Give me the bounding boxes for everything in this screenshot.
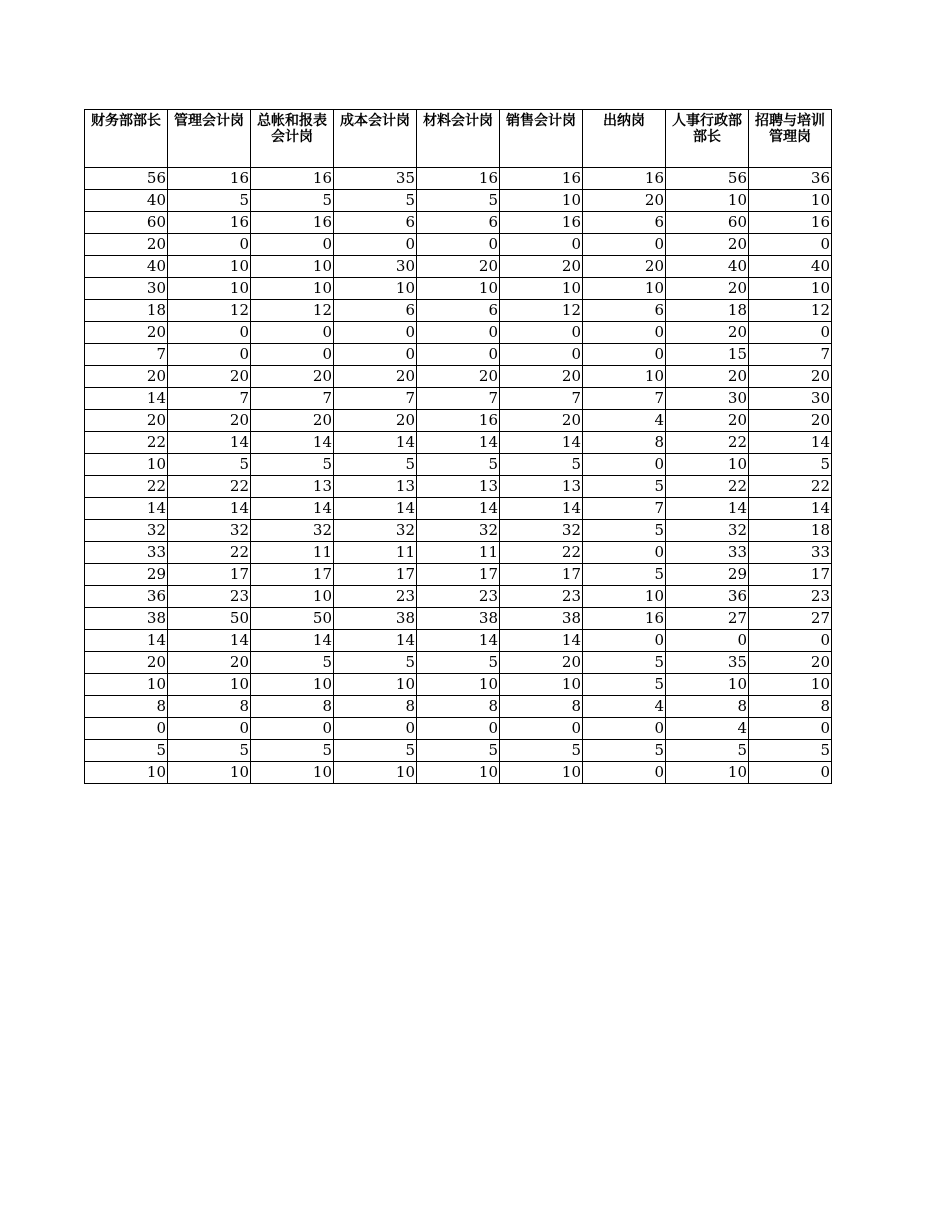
table-cell: 32	[500, 520, 583, 542]
table-cell: 20	[666, 322, 749, 344]
table-row	[85, 740, 832, 762]
table-row	[85, 762, 832, 784]
table-cell: 23	[749, 586, 832, 608]
table-cell: 18	[85, 300, 168, 322]
table-cell: 16	[500, 212, 583, 234]
table-cell: 30	[749, 388, 832, 410]
table-cell: 0	[168, 718, 251, 740]
table-cell: 10	[749, 278, 832, 300]
column-header: 销售会计岗	[500, 110, 583, 168]
table-row	[85, 256, 832, 278]
table-cell: 20	[168, 410, 251, 432]
table-cell: 20	[583, 256, 666, 278]
table-cell: 14	[85, 498, 168, 520]
table-row	[85, 278, 832, 300]
table-cell: 35	[666, 652, 749, 674]
table-cell: 16	[500, 168, 583, 190]
table-cell: 20	[749, 366, 832, 388]
column-header: 人事行政部部长	[666, 110, 749, 168]
table-cell: 22	[85, 432, 168, 454]
table-cell: 22	[168, 476, 251, 498]
table-cell: 5	[334, 652, 417, 674]
table-cell: 0	[583, 762, 666, 784]
column-header: 管理会计岗	[168, 110, 251, 168]
header-row	[85, 110, 832, 168]
table-cell: 8	[334, 696, 417, 718]
table-cell: 10	[500, 278, 583, 300]
table-cell: 16	[168, 168, 251, 190]
table-cell: 0	[168, 344, 251, 366]
table-cell: 32	[251, 520, 334, 542]
table-body	[85, 168, 832, 784]
table-cell: 14	[749, 432, 832, 454]
table-cell: 16	[417, 410, 500, 432]
table-cell: 38	[334, 608, 417, 630]
table-cell: 17	[251, 564, 334, 586]
table-cell: 5	[417, 190, 500, 212]
table-cell: 20	[500, 410, 583, 432]
table-cell: 22	[85, 476, 168, 498]
table-cell: 5	[168, 190, 251, 212]
table-row	[85, 498, 832, 520]
table-cell: 20	[168, 652, 251, 674]
table-cell: 17	[334, 564, 417, 586]
table-cell: 18	[666, 300, 749, 322]
table-row	[85, 542, 832, 564]
table-cell: 29	[666, 564, 749, 586]
table-cell: 27	[666, 608, 749, 630]
table-cell: 22	[168, 542, 251, 564]
table-row	[85, 476, 832, 498]
table-cell: 35	[334, 168, 417, 190]
table-cell: 5	[583, 564, 666, 586]
table-cell: 0	[500, 718, 583, 740]
table-cell: 6	[334, 212, 417, 234]
table-cell: 0	[251, 718, 334, 740]
table-row	[85, 630, 832, 652]
table-cell: 14	[417, 630, 500, 652]
table-cell: 0	[583, 344, 666, 366]
table-cell: 16	[583, 168, 666, 190]
table-cell: 38	[85, 608, 168, 630]
table-cell: 16	[168, 212, 251, 234]
table-cell: 5	[417, 652, 500, 674]
table-cell: 14	[85, 388, 168, 410]
table-cell: 10	[583, 366, 666, 388]
table-cell: 5	[417, 740, 500, 762]
table-cell: 29	[85, 564, 168, 586]
table-cell: 10	[583, 278, 666, 300]
table-cell: 0	[417, 322, 500, 344]
table-cell: 7	[417, 388, 500, 410]
table-cell: 36	[666, 586, 749, 608]
table-cell: 20	[749, 652, 832, 674]
table-cell: 12	[749, 300, 832, 322]
column-header: 总帐和报表会计岗	[251, 110, 334, 168]
scoring-table	[84, 109, 832, 784]
table-cell: 22	[666, 432, 749, 454]
table-cell: 5	[85, 740, 168, 762]
table-cell: 5	[251, 190, 334, 212]
table-cell: 0	[500, 234, 583, 256]
table-row	[85, 190, 832, 212]
table-cell: 0	[666, 630, 749, 652]
table-cell: 56	[666, 168, 749, 190]
table-cell: 14	[334, 498, 417, 520]
table-cell: 0	[583, 630, 666, 652]
table-cell: 14	[85, 630, 168, 652]
table-cell: 14	[500, 498, 583, 520]
table-cell: 6	[583, 212, 666, 234]
table-cell: 33	[749, 542, 832, 564]
table-cell: 14	[417, 432, 500, 454]
table-cell: 10	[666, 674, 749, 696]
table-cell: 14	[251, 630, 334, 652]
table-cell: 5	[583, 652, 666, 674]
table-row	[85, 696, 832, 718]
table-cell: 23	[417, 586, 500, 608]
table-cell: 14	[168, 630, 251, 652]
table-cell: 20	[666, 366, 749, 388]
table-cell: 10	[168, 278, 251, 300]
table-row	[85, 300, 832, 322]
table-cell: 16	[251, 212, 334, 234]
table-cell: 0	[417, 718, 500, 740]
table-cell: 0	[334, 322, 417, 344]
table-cell: 14	[666, 498, 749, 520]
table-cell: 5	[583, 674, 666, 696]
table-cell: 10	[749, 190, 832, 212]
table-cell: 13	[500, 476, 583, 498]
table-cell: 14	[251, 498, 334, 520]
table-cell: 17	[500, 564, 583, 586]
table-cell: 5	[749, 454, 832, 476]
table-cell: 10	[251, 586, 334, 608]
table-cell: 30	[666, 388, 749, 410]
table-cell: 20	[500, 256, 583, 278]
column-header: 材料会计岗	[417, 110, 500, 168]
table-cell: 10	[85, 454, 168, 476]
table-cell: 20	[500, 652, 583, 674]
table-cell: 10	[749, 674, 832, 696]
table-cell: 38	[417, 608, 500, 630]
table-cell: 10	[251, 674, 334, 696]
table-cell: 11	[251, 542, 334, 564]
table-cell: 6	[417, 300, 500, 322]
table-cell: 0	[334, 344, 417, 366]
table-cell: 20	[417, 256, 500, 278]
table-cell: 10	[666, 762, 749, 784]
table-cell: 16	[583, 608, 666, 630]
table-cell: 40	[85, 190, 168, 212]
table-cell: 16	[749, 212, 832, 234]
table-cell: 22	[666, 476, 749, 498]
table-row	[85, 454, 832, 476]
table-cell: 14	[251, 432, 334, 454]
table-cell: 6	[417, 212, 500, 234]
table-cell: 14	[500, 630, 583, 652]
table-cell: 8	[85, 696, 168, 718]
table-cell: 14	[334, 630, 417, 652]
table-cell: 7	[749, 344, 832, 366]
table-cell: 20	[500, 366, 583, 388]
table-cell: 33	[666, 542, 749, 564]
table-cell: 7	[168, 388, 251, 410]
table-cell: 32	[417, 520, 500, 542]
table-cell: 18	[749, 520, 832, 542]
table-cell: 12	[168, 300, 251, 322]
table-row	[85, 586, 832, 608]
table-cell: 5	[500, 454, 583, 476]
table-cell: 0	[583, 234, 666, 256]
table-cell: 32	[168, 520, 251, 542]
table-cell: 0	[749, 718, 832, 740]
table-cell: 11	[417, 542, 500, 564]
table-row	[85, 564, 832, 586]
table-cell: 8	[251, 696, 334, 718]
table-cell: 60	[85, 212, 168, 234]
table-cell: 20	[251, 366, 334, 388]
table-cell: 7	[334, 388, 417, 410]
table-cell: 10	[500, 762, 583, 784]
table-cell: 20	[85, 652, 168, 674]
table-cell: 5	[500, 740, 583, 762]
table-cell: 20	[334, 366, 417, 388]
table-row	[85, 410, 832, 432]
table-cell: 5	[583, 740, 666, 762]
table-cell: 17	[749, 564, 832, 586]
table-row	[85, 388, 832, 410]
table-cell: 23	[168, 586, 251, 608]
table-cell: 20	[85, 322, 168, 344]
table-cell: 5	[168, 454, 251, 476]
table-cell: 10	[251, 762, 334, 784]
table-cell: 10	[417, 762, 500, 784]
table-cell: 6	[334, 300, 417, 322]
table-cell: 8	[583, 432, 666, 454]
table-cell: 23	[500, 586, 583, 608]
table-row	[85, 432, 832, 454]
table-cell: 0	[583, 454, 666, 476]
table-row	[85, 520, 832, 542]
table-cell: 32	[85, 520, 168, 542]
table-cell: 32	[666, 520, 749, 542]
column-header: 财务部部长	[85, 110, 168, 168]
table-cell: 10	[334, 278, 417, 300]
table-cell: 10	[583, 586, 666, 608]
table-cell: 0	[583, 718, 666, 740]
table-cell: 50	[251, 608, 334, 630]
table-cell: 36	[749, 168, 832, 190]
table-cell: 10	[666, 454, 749, 476]
table-cell: 20	[251, 410, 334, 432]
table-cell: 0	[749, 630, 832, 652]
table-cell: 5	[168, 740, 251, 762]
table-cell: 20	[666, 234, 749, 256]
table-cell: 14	[500, 432, 583, 454]
table-cell: 0	[583, 322, 666, 344]
table-cell: 10	[168, 762, 251, 784]
table-cell: 7	[583, 388, 666, 410]
table-cell: 20	[666, 410, 749, 432]
table-cell: 32	[334, 520, 417, 542]
table-cell: 5	[334, 454, 417, 476]
table-cell: 8	[749, 696, 832, 718]
table-cell: 8	[168, 696, 251, 718]
table-cell: 20	[749, 410, 832, 432]
table-cell: 22	[500, 542, 583, 564]
table-cell: 10	[168, 674, 251, 696]
table-cell: 38	[500, 608, 583, 630]
table-cell: 20	[583, 190, 666, 212]
table-cell: 20	[334, 410, 417, 432]
table-cell: 20	[85, 234, 168, 256]
table-cell: 6	[583, 300, 666, 322]
table-cell: 4	[583, 696, 666, 718]
table-cell: 20	[417, 366, 500, 388]
column-header: 出纳岗	[583, 110, 666, 168]
table-cell: 10	[417, 278, 500, 300]
table-cell: 8	[666, 696, 749, 718]
table-cell: 12	[251, 300, 334, 322]
table-cell: 23	[334, 586, 417, 608]
table-cell: 0	[251, 344, 334, 366]
table-cell: 10	[85, 674, 168, 696]
table-cell: 20	[168, 366, 251, 388]
table-cell: 40	[749, 256, 832, 278]
table-cell: 0	[168, 234, 251, 256]
table-cell: 0	[749, 762, 832, 784]
table-cell: 0	[500, 344, 583, 366]
column-header: 招聘与培训管理岗	[749, 110, 832, 168]
table-row	[85, 322, 832, 344]
table-cell: 5	[334, 190, 417, 212]
table-cell: 0	[417, 344, 500, 366]
table-cell: 0	[334, 718, 417, 740]
table-header	[85, 110, 832, 168]
table-cell: 0	[85, 718, 168, 740]
table-row	[85, 168, 832, 190]
table-cell: 0	[251, 234, 334, 256]
table-cell: 0	[749, 234, 832, 256]
table-cell: 40	[666, 256, 749, 278]
table-cell: 14	[749, 498, 832, 520]
table-cell: 30	[85, 278, 168, 300]
table-cell: 7	[583, 498, 666, 520]
table-cell: 7	[251, 388, 334, 410]
table-cell: 5	[334, 740, 417, 762]
table-cell: 10	[168, 256, 251, 278]
table-cell: 10	[500, 190, 583, 212]
table-cell: 20	[85, 366, 168, 388]
table-row	[85, 344, 832, 366]
table-cell: 5	[666, 740, 749, 762]
table-row	[85, 366, 832, 388]
table-cell: 10	[666, 190, 749, 212]
table-cell: 10	[500, 674, 583, 696]
table-cell: 10	[334, 762, 417, 784]
table-cell: 5	[251, 652, 334, 674]
table-cell: 0	[251, 322, 334, 344]
table-cell: 0	[168, 322, 251, 344]
table-cell: 5	[417, 454, 500, 476]
table-row	[85, 718, 832, 740]
table-cell: 36	[85, 586, 168, 608]
table-cell: 5	[251, 740, 334, 762]
table-cell: 13	[251, 476, 334, 498]
table-cell: 4	[583, 410, 666, 432]
table-cell: 14	[334, 432, 417, 454]
table-cell: 0	[583, 542, 666, 564]
table-cell: 12	[500, 300, 583, 322]
table-cell: 0	[500, 322, 583, 344]
table-cell: 20	[85, 410, 168, 432]
table-cell: 14	[168, 432, 251, 454]
table-cell: 5	[749, 740, 832, 762]
table-cell: 13	[417, 476, 500, 498]
table-cell: 27	[749, 608, 832, 630]
table-cell: 16	[251, 168, 334, 190]
table-cell: 15	[666, 344, 749, 366]
table-row	[85, 674, 832, 696]
table-cell: 10	[85, 762, 168, 784]
table-cell: 11	[334, 542, 417, 564]
table-cell: 0	[334, 234, 417, 256]
table-cell: 14	[417, 498, 500, 520]
table-cell: 8	[417, 696, 500, 718]
table-cell: 40	[85, 256, 168, 278]
table-row	[85, 212, 832, 234]
table-row	[85, 234, 832, 256]
table-cell: 14	[168, 498, 251, 520]
table-row	[85, 608, 832, 630]
table-cell: 17	[168, 564, 251, 586]
table-cell: 22	[749, 476, 832, 498]
table-cell: 33	[85, 542, 168, 564]
table-cell: 10	[251, 278, 334, 300]
table-cell: 5	[583, 476, 666, 498]
column-header: 成本会计岗	[334, 110, 417, 168]
table-cell: 60	[666, 212, 749, 234]
table-cell: 5	[251, 454, 334, 476]
table-cell: 0	[749, 322, 832, 344]
table-cell: 50	[168, 608, 251, 630]
table-cell: 13	[334, 476, 417, 498]
table-cell: 7	[85, 344, 168, 366]
table-cell: 16	[417, 168, 500, 190]
table-cell: 8	[500, 696, 583, 718]
table-cell: 10	[417, 674, 500, 696]
table-cell: 20	[666, 278, 749, 300]
table-cell: 4	[666, 718, 749, 740]
table-cell: 17	[417, 564, 500, 586]
table-cell: 30	[334, 256, 417, 278]
table-cell: 10	[251, 256, 334, 278]
table-cell: 10	[334, 674, 417, 696]
table-cell: 7	[500, 388, 583, 410]
table-cell: 0	[417, 234, 500, 256]
table-cell: 56	[85, 168, 168, 190]
table-row	[85, 652, 832, 674]
table-cell: 5	[583, 520, 666, 542]
